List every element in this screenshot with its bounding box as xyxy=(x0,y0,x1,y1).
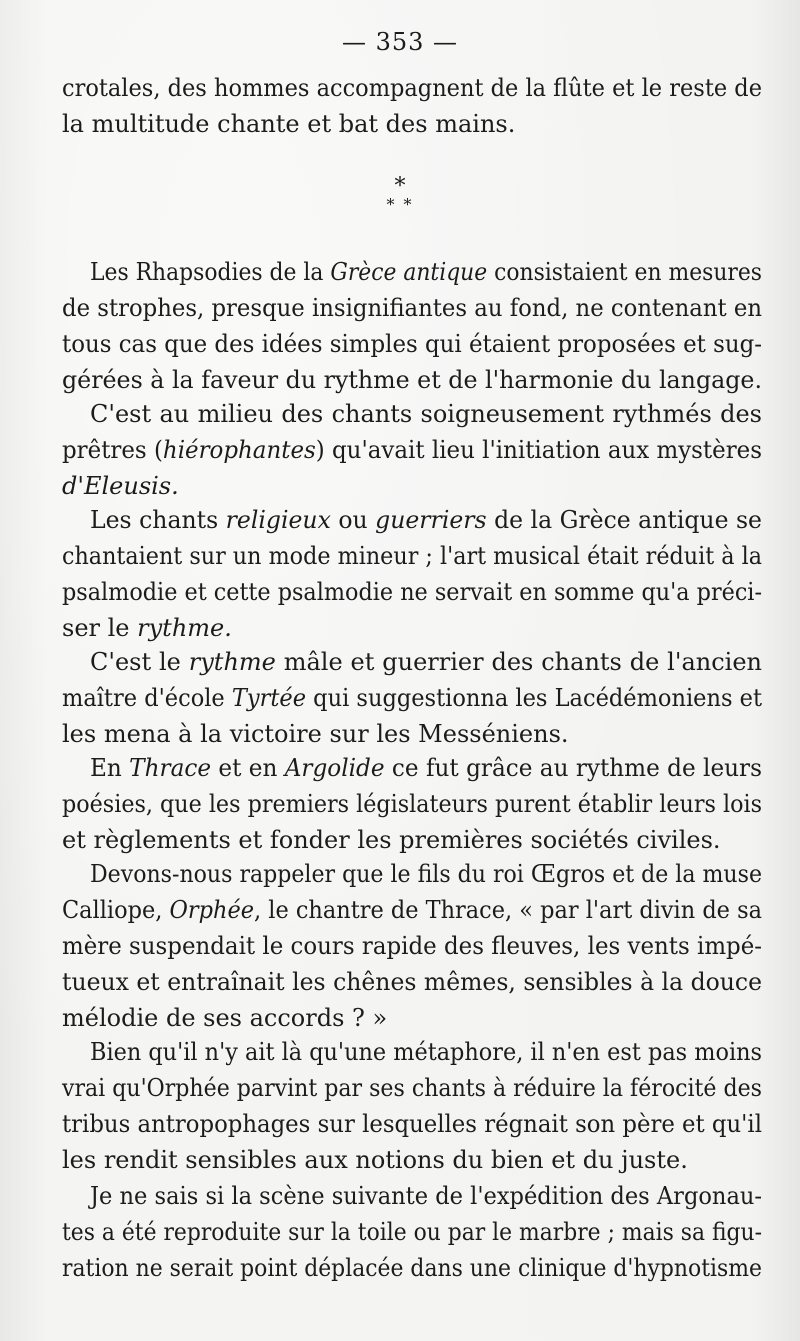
text-line xyxy=(62,930,762,962)
text-run: tueux et entraînait les chênes mêmes, sensibles à la douce xyxy=(62,968,762,996)
text-run: Je ne sais si la scène suivante de l'expédition des Argonau- xyxy=(90,1182,762,1210)
text-line xyxy=(62,328,762,360)
text-run: chantaient sur un mode mineur ; l'art musical était réduit à la xyxy=(62,542,762,570)
text-line xyxy=(90,752,762,784)
text-run: Devons-nous rappeler que le fils du roi Œgros et de la muse xyxy=(90,860,762,888)
text-run: ser le xyxy=(62,614,138,642)
text-line xyxy=(62,470,762,502)
text-run: ce fut grâce au rythme de leurs xyxy=(384,754,762,782)
text-run: mâle et guerrier des chants de l'ancien xyxy=(275,648,762,676)
text-run: consistaient en mesures xyxy=(487,258,762,286)
text-run: Calliope, xyxy=(62,896,170,924)
text-run: et règlements et fonder les premières sociétés civiles. xyxy=(62,826,721,854)
italic-text-run: rythme. xyxy=(137,614,232,642)
text-line xyxy=(90,858,762,890)
italic-text-run: guerriers xyxy=(375,506,487,534)
text-run: tribus antropophages sur lesquelles régnait son père et qu'il xyxy=(62,1110,762,1138)
text-line xyxy=(90,1036,762,1068)
text-run: mélodie de ses accords ? » xyxy=(62,1004,388,1032)
text-run: prêtres ( xyxy=(62,436,163,464)
italic-text-run: Orphée xyxy=(169,896,255,924)
text-line xyxy=(62,434,762,466)
text-run: Les chants xyxy=(90,506,226,534)
text-run: C'est au milieu des chants soigneusement rythmés des xyxy=(90,400,762,428)
text-run: psalmodie et cette psalmodie ne servait en somme qu'a préci- xyxy=(62,578,762,606)
page-number: — 353 — xyxy=(341,28,459,56)
text-line xyxy=(62,682,762,714)
text-run: gérées à la faveur du rythme et de l'harmonie du langage. xyxy=(62,366,762,394)
text-line xyxy=(90,398,762,430)
text-run: Les Rhapsodies de la xyxy=(90,258,331,286)
text-line xyxy=(62,1252,762,1284)
text-line xyxy=(62,108,762,140)
text-line xyxy=(62,292,762,324)
text-run: de strophes, presque insignifiantes au fond, ne contenant en xyxy=(62,294,762,322)
text-run: , le chantre de Thrace, « par l'art divin de sa xyxy=(254,896,762,924)
text-line xyxy=(90,646,762,678)
italic-text-run: Thrace xyxy=(129,754,212,782)
text-line xyxy=(62,72,762,104)
text-run: ou xyxy=(330,506,376,534)
text-line xyxy=(62,824,762,856)
text-line xyxy=(62,718,762,750)
asterism-bottom: * * xyxy=(386,195,414,214)
italic-text-run: Grèce antique xyxy=(330,258,488,286)
text-run: C'est le xyxy=(90,648,189,676)
text-run: crotales, des hommes accompagnent de la flûte et le reste de xyxy=(62,74,762,102)
italic-text-run: hiérophantes xyxy=(162,436,316,464)
italic-text-run: Argolide xyxy=(284,754,385,782)
text-line xyxy=(62,1108,762,1140)
section-asterism xyxy=(380,174,420,214)
text-run: En xyxy=(90,754,130,782)
text-line xyxy=(62,612,762,644)
text-line xyxy=(90,256,762,288)
text-line xyxy=(62,1072,762,1104)
asterism-top: * xyxy=(394,174,406,199)
text-line xyxy=(90,504,762,536)
text-run: vrai qu'Orphée parvint par ses chants à réduire la férocité des xyxy=(62,1074,762,1102)
text-run: Bien qu'il n'y ait là qu'une métaphore, il n'en est pas moins xyxy=(90,1038,762,1066)
text-line xyxy=(62,576,762,608)
text-run: qui suggestionna les Lacédémoniens et xyxy=(306,684,762,712)
text-run: la multitude chante et bat des mains. xyxy=(62,110,516,138)
text-line xyxy=(90,1180,762,1212)
italic-text-run: religieux xyxy=(225,506,331,534)
text-run: les rendit sensibles aux notions du bien et du juste. xyxy=(62,1146,688,1174)
text-line xyxy=(62,966,762,998)
text-run: maître d'école xyxy=(62,684,232,712)
text-run: tous cas que des idées simples qui étaient proposées et sug- xyxy=(62,330,762,358)
text-run: ration ne serait point déplacée dans une clinique d'hypnotisme xyxy=(62,1254,762,1282)
text-run: tes a été reproduite sur la toile ou par le marbre ; mais sa figu- xyxy=(62,1218,762,1246)
text-run: les mena à la victoire sur les Messéniens. xyxy=(62,720,569,748)
italic-text-run: Tyrtée xyxy=(231,684,307,712)
text-line xyxy=(62,788,762,820)
text-run: de la Grèce antique se xyxy=(486,506,762,534)
text-line xyxy=(62,1144,762,1176)
text-run: ) qu'avait lieu l'initiation aux mystères xyxy=(315,436,762,464)
text-run: mère suspendait le cours rapide des fleuves, les vents impé- xyxy=(62,932,762,960)
text-run: et en xyxy=(211,754,285,782)
text-line xyxy=(62,364,762,396)
text-line xyxy=(62,1216,762,1248)
text-line xyxy=(62,1002,762,1034)
italic-text-run: d'Eleusis. xyxy=(62,472,179,500)
text-line xyxy=(62,540,762,572)
text-line xyxy=(62,894,762,926)
italic-text-run: rythme xyxy=(188,648,276,676)
text-run: poésies, que les premiers législateurs purent établir leurs lois xyxy=(62,790,762,818)
